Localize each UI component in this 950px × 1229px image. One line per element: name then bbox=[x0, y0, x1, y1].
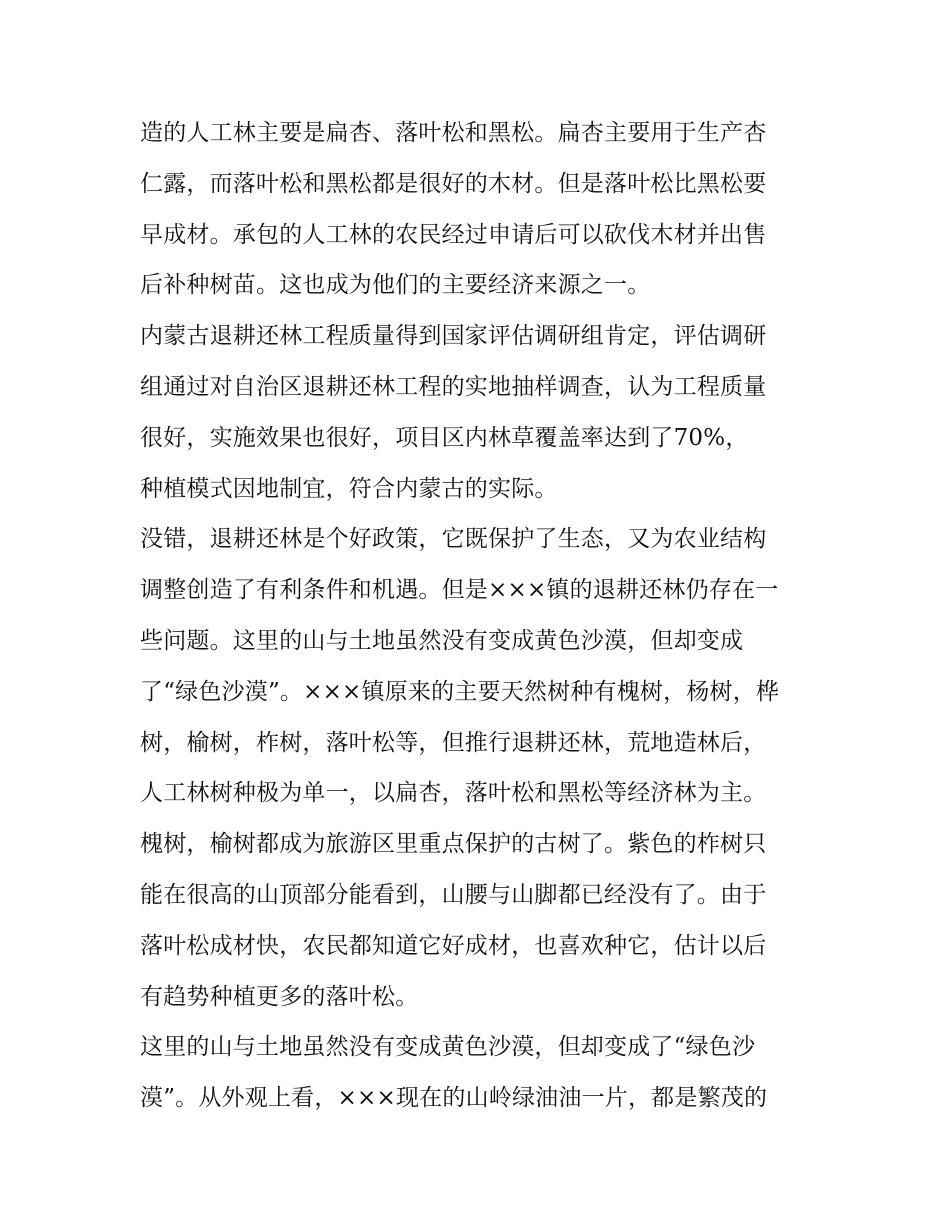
text-line: 种植模式因地制宜，符合内蒙古的实际。 bbox=[140, 475, 558, 502]
text-line: 落叶松成材快，农民都知道它好成材，也喜欢种它，估计以后 bbox=[140, 932, 767, 959]
text-line: 很好，实施效果也很好，项目区内林草覆盖率达到了70%， bbox=[140, 424, 749, 451]
text-line: 有趋势种植更多的落叶松。 bbox=[140, 983, 419, 1010]
text-line: 树，榆树，柞树，落叶松等，但推行退耕还林，荒地造林后， bbox=[140, 729, 767, 756]
text-line: 能在很高的山顶部分能看到，山腰与山脚都已经没有了。由于 bbox=[140, 881, 767, 908]
text-line: 内蒙古退耕还林工程质量得到国家评估调研组肯定，评估调研 bbox=[140, 323, 767, 350]
document-body bbox=[140, 108, 820, 1124]
text-line: 些问题。这里的山与土地虽然没有变成黄色沙漠，但却变成 bbox=[140, 627, 744, 654]
text-line: 仁露，而落叶松和黑松都是很好的木材。但是落叶松比黑松要 bbox=[140, 170, 767, 197]
text-line: 了“绿色沙漠”。×××镇原来的主要天然树种有槐树，杨树，桦 bbox=[140, 678, 780, 705]
text-line: 组通过对自治区退耕还林工程的实地抽样调查，认为工程质量 bbox=[140, 373, 767, 400]
text-line: 人工林树种极为单一，以扁杏，落叶松和黑松等经济林为主。 bbox=[140, 780, 767, 807]
text-line: 没错，退耕还林是个好政策，它既保护了生态，又为农业结构 bbox=[140, 526, 767, 553]
text-line: 造的人工林主要是扁杏、落叶松和黑松。扁杏主要用于生产杏 bbox=[140, 120, 767, 146]
text-line: 早成材。承包的人工林的农民经过申请后可以砍伐木材并出售 bbox=[140, 221, 767, 248]
text-line: 后补种树苗。这也成为他们的主要经济来源之一。 bbox=[140, 272, 651, 299]
text-line: 漠”。从外观上看，×××现在的山岭绿油油一片，都是繁茂的 bbox=[140, 1085, 768, 1112]
text-line: 这里的山与土地虽然没有变成黄色沙漠，但却变成了“绿色沙 bbox=[140, 1034, 756, 1061]
text-line: 槐树，榆树都成为旅游区里重点保护的古树了。紫色的柞树只 bbox=[140, 831, 767, 858]
text-line: 调整创造了有利条件和机遇。但是×××镇的退耕还林仍存在一 bbox=[140, 577, 779, 604]
